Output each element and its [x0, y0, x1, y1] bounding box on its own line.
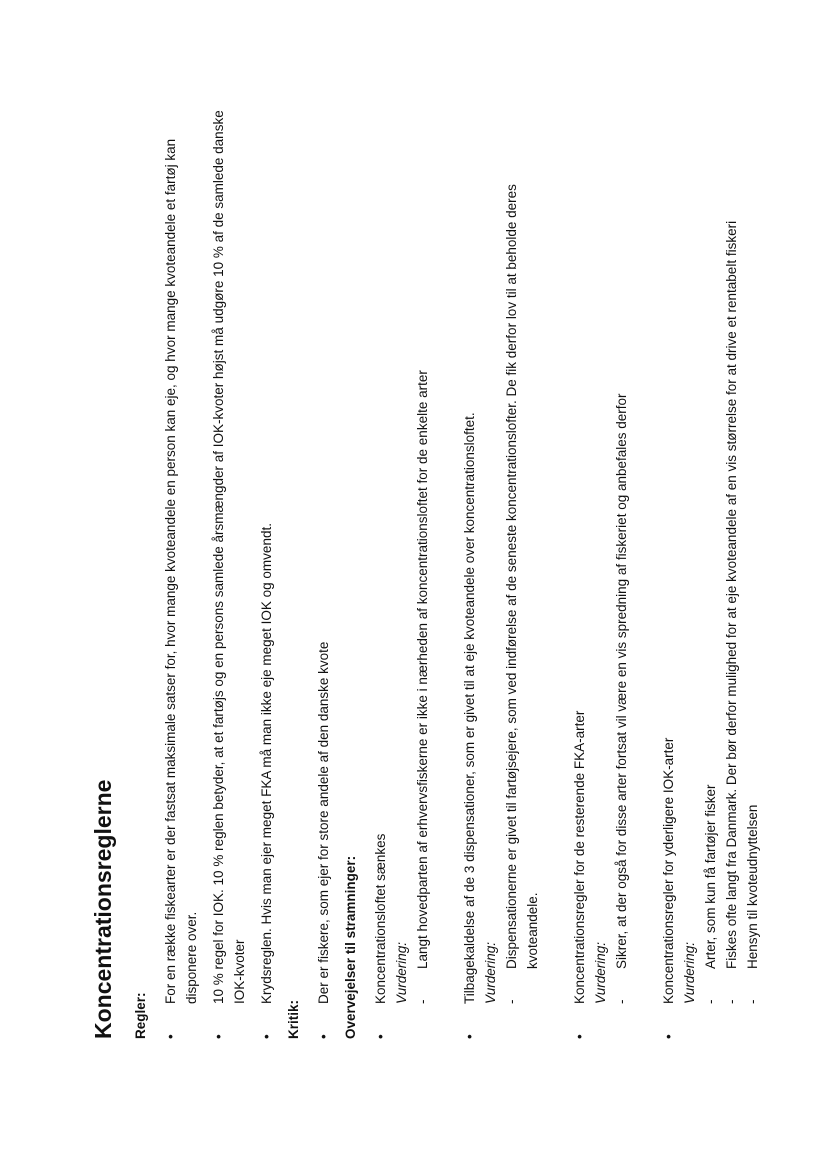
vurdering-text: Vurdering:	[682, 941, 697, 1004]
list-item	[459, 109, 543, 1039]
sub-item-text: Dispensationerne er givet til fartøjsejere, som ved indførelse af de seneste koncentrationslofter. De fik derfor lov til at beholde deres kvoteandele.	[504, 184, 540, 969]
list-item-text: Krydsreglen. Hvis man ejer meget FKA må man ikke eje meget IOK og omvendt.	[259, 523, 274, 1004]
bullet-icon: •	[462, 1034, 477, 1039]
list-item-text: Koncentrationsregler for yderligere IOK-arter	[661, 737, 676, 1004]
sub-item-text: Sikrer, at der også for disse arter fortsat vil være en vis spredning af fiskeriet og anbefales derfor	[614, 393, 629, 969]
dash-icon: -	[724, 999, 739, 1004]
list-item-text: For en række fiskearter er der fastsat maksimale satser for, hvor mange kvoteandele en person kan eje, og hvor mange kvoteandele et fartøj kan disponere over.	[163, 138, 199, 1004]
sub-item	[412, 109, 433, 1004]
list-item	[208, 109, 250, 1039]
list-item	[256, 109, 277, 1039]
sub-item-text: Langt hovedparten af erhvervsfiskerne er ikke i nærheden af koncentrationsloftet for de enkelte arter	[415, 370, 430, 969]
sub-item	[501, 109, 543, 1004]
list-item-text: 10 % regel for IOK. 10 % reglen betyder, at et fartøjs og en persons samlede årsmængder af IOK-kvoter højst må udgøre 10 % af de samlede danske IOK-kvoter	[211, 110, 247, 1004]
sub-item	[611, 109, 632, 1004]
bullet-icon: •	[163, 1034, 178, 1039]
regler-heading: Regler:	[133, 992, 148, 1039]
document-content	[88, 109, 769, 1039]
list-item-text: Koncentrationsloftet sænkes	[373, 833, 388, 1004]
overvejelser-heading: Overvejelser til stramninger:	[343, 855, 358, 1039]
kritik-heading: Kritik:	[286, 999, 301, 1039]
dash-icon: -	[415, 999, 430, 1004]
bullet-icon: •	[661, 1034, 676, 1039]
vurdering-text: Vurdering:	[483, 941, 498, 1004]
vurdering-label	[480, 109, 501, 1004]
sub-item-text: Fiskes ofte langt fra Danmark. Der bør derfor mulighed for at eje kvoteandele af en vis størrelse for at drive et rentabelt fiskeri	[724, 220, 739, 969]
list-item-text: Koncentrationsregler for de resterende FKA-arter	[572, 710, 587, 1004]
bullet-icon: •	[373, 1034, 388, 1039]
list-item	[658, 109, 763, 1039]
bullet-icon: •	[211, 1034, 226, 1039]
sub-item-text: Arter, som kun få fartøjer fisker	[703, 784, 718, 969]
list-item-text: Der er fiskere, som ejer for store andele af den danske kvote	[316, 641, 331, 1004]
dash-icon: -	[745, 999, 760, 1004]
vurdering-label	[590, 109, 611, 1004]
bullet-icon: •	[259, 1034, 274, 1039]
list-item-text: Tilbagekaldelse af de 3 dispensationer, som er givet til at eje kvoteandele over koncentrationsloftet.	[462, 412, 477, 1004]
vurdering-text: Vurdering:	[593, 941, 608, 1004]
bullet-icon: •	[572, 1034, 587, 1039]
list-item	[370, 109, 433, 1039]
vurdering-label	[391, 109, 412, 1004]
bullet-icon: •	[316, 1034, 331, 1039]
sub-item	[700, 109, 721, 1004]
dash-icon: -	[614, 999, 629, 1004]
vurdering-label	[679, 109, 700, 1004]
list-item	[569, 109, 632, 1039]
list-item	[160, 109, 202, 1039]
list-item	[313, 109, 334, 1039]
dash-icon: -	[504, 999, 519, 1004]
sub-item	[742, 109, 763, 1004]
sub-item-text: Hensyn til kvoteudnyttelsen	[745, 804, 760, 969]
dash-icon: -	[703, 999, 718, 1004]
sub-item	[721, 109, 742, 1004]
vurdering-text: Vurdering:	[394, 941, 409, 1004]
page-title: Koncentrationsreglerne	[90, 779, 116, 1039]
